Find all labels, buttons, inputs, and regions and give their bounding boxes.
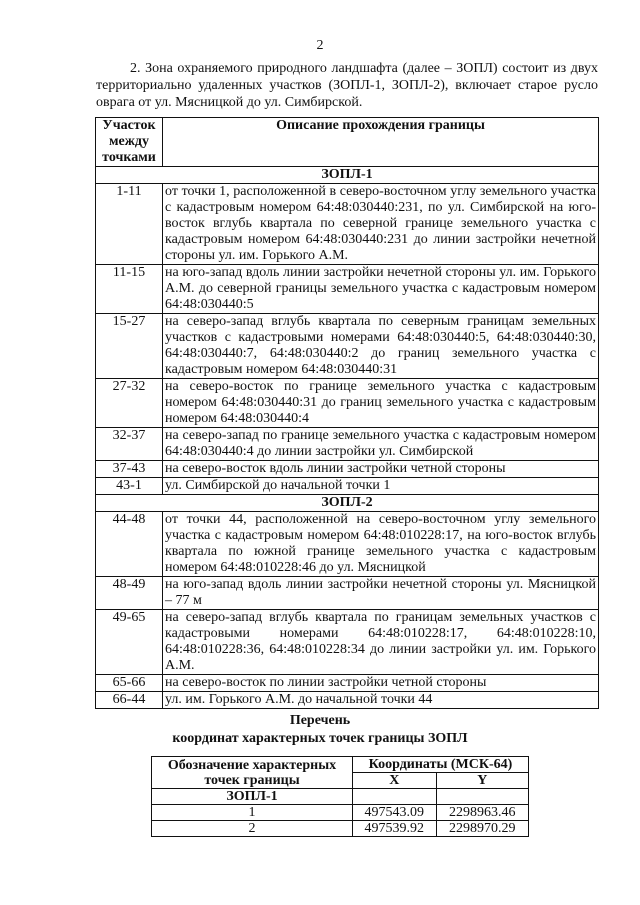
coords-table [151, 756, 529, 837]
segment-row [96, 675, 599, 692]
page-number: 2 [316, 38, 324, 53]
coords-row [152, 821, 529, 837]
coords-point: 2 [152, 821, 353, 837]
zone-name: ЗОПЛ-2 [96, 495, 599, 512]
segment-row [96, 478, 599, 495]
coords-header-group: Координаты (МСК-64) [353, 757, 529, 773]
segment-row [96, 610, 599, 675]
coords-y: 2298970.29 [436, 821, 528, 837]
segment-description: от точки 1, расположенной в северо-восточном углу земельного участка с кадастровым номером 64:48:030440:231, по ул. Симбирской на юго-восток вглубь квартала по северной границе земельного участка с кадастровым номером 64:48:030440:231 до линии застройки нечетной стороны ул. им. Горького А.М. [163, 184, 599, 265]
header-description: Описание прохождения границы [163, 118, 599, 167]
segment-description: на северо-запад вглубь квартала по северным границам земельных участков с кадастровыми номерами 64:48:030440:5, 64:48:030440:30, 64:48:030440:7, 64:48:030440:2 до границ земельного участка с кадастровым номером 64:48:030440:31 [163, 314, 599, 379]
segment-points: 43-1 [96, 478, 163, 495]
segment-row [96, 184, 599, 265]
coords-point: 1 [152, 805, 353, 821]
zone-row [96, 495, 599, 512]
segment-points: 11-15 [96, 265, 163, 314]
segment-description: ул. им. Горького А.М. до начальной точки 44 [163, 692, 599, 709]
coords-zone-empty-x [353, 789, 437, 805]
segment-description: на юго-запад вдоль линии застройки нечетной стороны ул. Мясницкой – 77 м [163, 577, 599, 610]
segment-points: 44-48 [96, 512, 163, 577]
coords-row [152, 805, 529, 821]
intro-paragraph: 2. Зона охраняемого природного ландшафта (далее – ЗОПЛ) состоит из двух территориально удаленных участков (ЗОПЛ-1, ЗОПЛ-2), включает старое русло оврага от ул. Мясницкой до ул. Симбирской. [96, 61, 598, 110]
boundary-table-body [96, 167, 599, 709]
segment-points: 66-44 [96, 692, 163, 709]
segment-description: на северо-восток по линии застройки четной стороны [163, 675, 599, 692]
header-points: Участок между точками [96, 118, 163, 167]
coords-x: 497543.09 [353, 805, 437, 821]
segment-points: 1-11 [96, 184, 163, 265]
boundary-table [95, 117, 599, 709]
coords-zone-empty-y [436, 789, 528, 805]
segment-points: 48-49 [96, 577, 163, 610]
segment-points: 37-43 [96, 461, 163, 478]
segment-points: 49-65 [96, 610, 163, 675]
segment-row [96, 314, 599, 379]
coords-title-line1: Перечень [289, 713, 351, 728]
coords-header-y: Y [436, 773, 528, 789]
segment-description: от точки 44, расположенной на северо-восточном углу земельного участка с кадастровым номером 64:48:010228:17, на юго-восток вглубь квартала по южной границе земельного участка с кадастровым номером 64:48:010228:46 до ул. Мясницкой [163, 512, 599, 577]
coords-zone-label: ЗОПЛ-1 [152, 789, 353, 805]
segment-row [96, 577, 599, 610]
segment-points: 27-32 [96, 379, 163, 428]
segment-row [96, 692, 599, 709]
segment-description: на северо-восток по границе земельного участка с кадастровым номером 64:48:030440:31 до границ земельного участка с кадастровым номером 64:48:030440:4 [163, 379, 599, 428]
segment-description: на юго-запад вдоль линии застройки нечетной стороны ул. им. Горького А.М. до северной границы земельного участка с кадастровым номером 64:48:030440:5 [163, 265, 599, 314]
segment-row [96, 265, 599, 314]
zone-name: ЗОПЛ-1 [96, 167, 599, 184]
segment-row [96, 512, 599, 577]
segment-description: на северо-запад по границе земельного участка с кадастровым номером 64:48:030440:4 до линии застройки ул. Симбирской [163, 428, 599, 461]
coords-title [0, 712, 640, 748]
segment-description: на северо-восток вдоль линии застройки четной стороны [163, 461, 599, 478]
segment-points: 32-37 [96, 428, 163, 461]
segment-row [96, 428, 599, 461]
zone-row [96, 167, 599, 184]
coords-title-line2: координат характерных точек границы ЗОПЛ [172, 731, 468, 746]
segment-points: 15-27 [96, 314, 163, 379]
segment-points: 65-66 [96, 675, 163, 692]
segment-description: ул. Симбирской до начальной точки 1 [163, 478, 599, 495]
coords-header-label: Обозначение характерных точек границы [152, 757, 353, 789]
coords-y: 2298963.46 [436, 805, 528, 821]
segment-row [96, 461, 599, 478]
segment-row [96, 379, 599, 428]
coords-header-x: X [353, 773, 437, 789]
segment-description: на северо-запад вглубь квартала по границам земельных участков с кадастровыми номерами 64:48:010228:17, 64:48:010228:10, 64:48:010228:36, 64:48:010228:34 до линии застройки ул. им. Горького А.М. [163, 610, 599, 675]
coords-x: 497539.92 [353, 821, 437, 837]
